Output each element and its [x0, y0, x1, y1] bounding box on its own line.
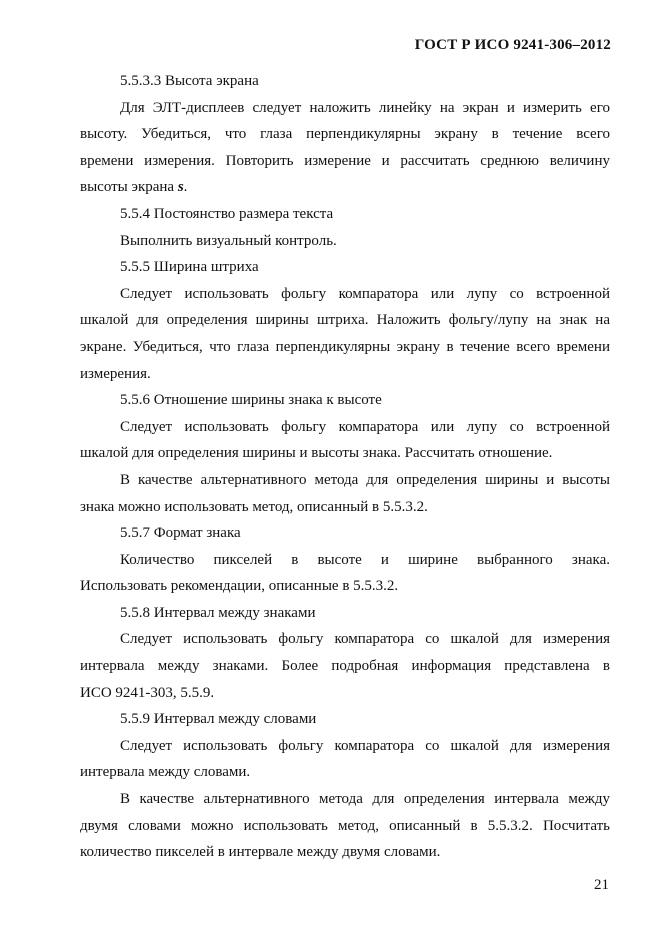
text-line: шкалой для определения ширины и высоты знака. Рассчитать отношение. [80, 445, 553, 462]
text-line: времени измерения. Повторить измерение и рассчитать среднюю величину [80, 152, 610, 169]
text-line: ИСО 9241-303, 5.5.9. [80, 684, 215, 701]
text-line: Следует использовать фольгу компаратора со шкалой для измерения [120, 737, 610, 754]
text-line: измерения. [80, 365, 151, 382]
text-line: Следует использовать фольгу компаратора или лупу со встроенной [120, 285, 610, 302]
section-heading: 5.5.6 Отношение ширины знака к высоте [120, 392, 382, 409]
text-line: Количество пикселей в высоте и ширине выбранного знака. [120, 551, 610, 568]
text-line: количество пикселей в интервале между двумя словами. [80, 844, 441, 861]
section-heading: 5.5.8 Интервал между знаками [120, 604, 316, 621]
text-line: В качестве альтернативного метода для определения интервала между [120, 791, 610, 808]
text-line: знака можно использовать метод, описанный в 5.5.3.2. [80, 498, 428, 515]
text-line: В качестве альтернативного метода для определения ширины и высоты [120, 471, 610, 488]
text-line: интервала между знаками. Более подробная информация представлена в [80, 658, 610, 675]
text-line: экране. Убедиться, что глаза перпендикулярны экрану в течение всего времени [80, 338, 610, 355]
text-fragment: высоты экрана [80, 179, 175, 196]
text-line: Для ЭЛТ-дисплеев следует наложить линейку на экран и измерить его [120, 99, 610, 116]
text-line: двумя словами можно использовать метод, описанный в 5.5.3.2. Посчитать [80, 817, 610, 834]
section-heading: 5.5.9 Интервал между словами [120, 711, 317, 728]
text-line: Следует использовать фольгу компаратора со шкалой для измерения [120, 631, 610, 648]
section-heading: 5.5.7 Формат знака [120, 525, 241, 542]
page-number: 21 [594, 877, 609, 893]
text-line: высоту. Убедиться, что глаза перпендикулярны экрану в течение всего [80, 126, 610, 143]
section-heading: 5.5.4 Постоянство размера текста [120, 205, 334, 222]
section-heading: 5.5.3.3 Высота экрана [120, 73, 259, 89]
text-line: Следует использовать фольгу компаратора или лупу со встроенной [120, 418, 610, 435]
text-line: шкалой для определения ширины штриха. Наложить фольгу/лупу на знак на [80, 312, 610, 329]
section-heading: 5.5.5 Ширина штриха [120, 259, 259, 276]
text-line: Выполнить визуальный контроль. [120, 232, 337, 249]
text-line: Использовать рекомендации, описанные в 5.5.3.2. [80, 578, 399, 595]
variable-symbol: s [177, 179, 184, 196]
text-fragment: . [183, 179, 188, 196]
text-line [80, 174, 610, 201]
text-line: интервала между словами. [80, 764, 251, 781]
document-header: ГОСТ Р ИСО 9241-306–2012 [414, 37, 611, 53]
document-body [80, 68, 610, 866]
